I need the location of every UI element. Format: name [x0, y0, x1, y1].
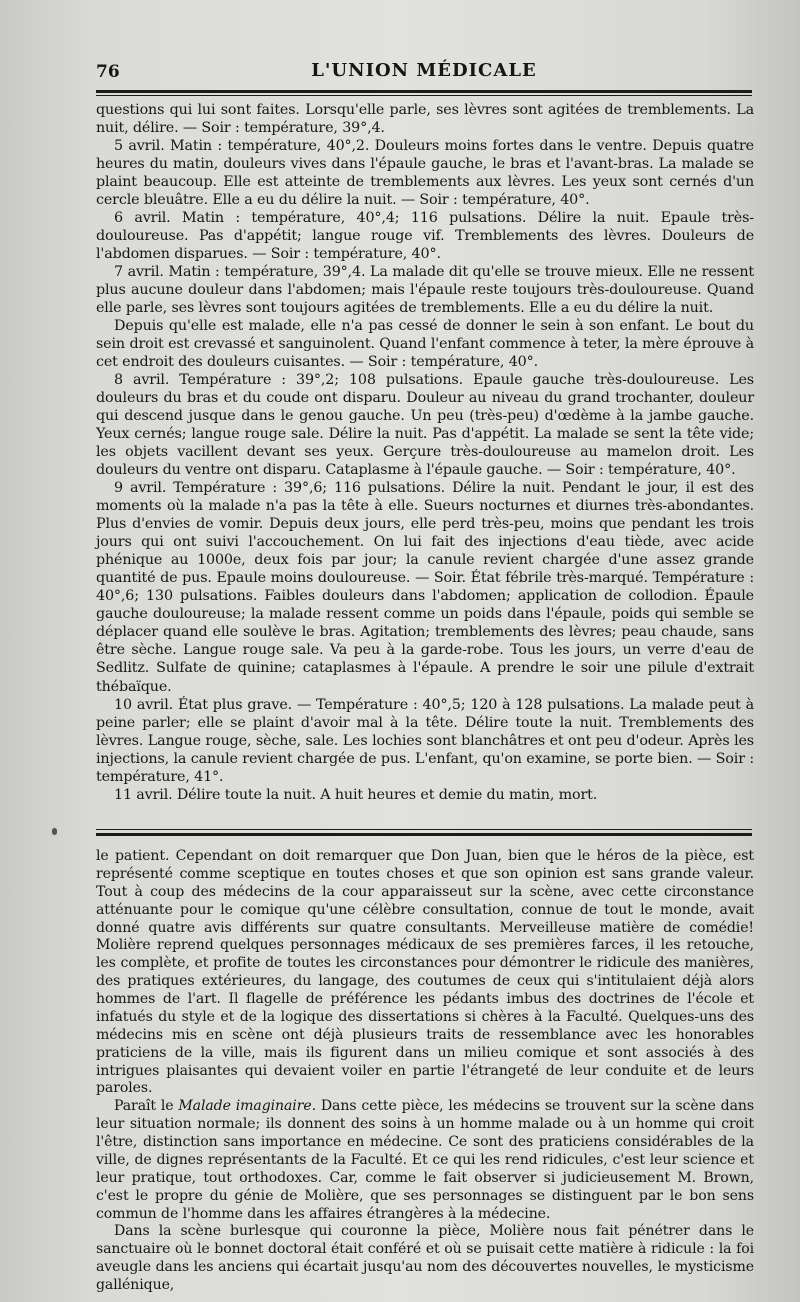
article-paragraph: le patient. Cependant on doit remarquer que Don Juan, bien que le héros de la pièce, est représenté comme sceptique en toutes choses et que son opinion est sans grande valeur. Tout à coup des médecins de la cour apparaisseut sur la scène, avec cette circonstance atténuante pour le comique qu'une célèbre consultation, connue de tout le monde, avait donné quatre avis différents sur quatre consultants. Merveilleuse matière de comédie! Molière reprend quelques personnages médicaux de ses premières farces, il les retouche, les complète, et profite de toutes les circonstances pour démontrer le ridicule des manières, des pratiques extérieures, du langage, des coutumes de ceux qui s'intitulaient déjà alors hommes de l'art. Il flagelle de préférence les pédants imbus des doctrines de l'école et infatués du style et de la logique des dissertations si chères à la Faculté. Quelques-uns des médecins mis en scène ont déjà plusieurs traits de ressemblance avec les honorables praticiens de la ville, mais ils figurent dans un milieu comique et sont associés à des intrigues plaisantes qui devaient voiler en partie l'étrangeté de leur conduite et de leurs paroles. [96, 848, 754, 1097]
clinical-observation-notes [96, 101, 754, 817]
note-paragraph: 9 avril. Température : 39°,6; 116 pulsations. Délire la nuit. Pendant le jour, il est des moments où la malade n'a pas la tête à elle. Sueurs nocturnes et diurnes très-abondantes. Plus d'envies de vomir. Depuis deux jours, elle perd très-peu, moins que pendant les trois jours qui ont suivi l'accouchement. On lui fait des injections d'eau tiède, avec acide phénique au 1000e, deux fois par jour; la canule revient chargée d'une assez grande quantité de pus. Epaule moins douloureuse. — Soir. État fébrile très-marqué. Température : 40°,6; 130 pulsations. Faibles douleurs dans l'abdomen; application de collodion. Épaule gauche douloureuse; la malade ressent comme un poids dans l'épaule, poids qui semble se déplacer quand elle soulève le bras. Agitation; tremblements des lèvres; peau chaude, sans être sèche. Langue rouge sale. Va peu à la garde-robe. Tous les jours, un verre d'eau de Sedlitz. Sulfate de quinine; cataplasmes à l'épaule. A prendre le soir une pilule d'extrait thébaïque. [96, 480, 754, 695]
note-paragraph: 11 avril. Délire toute la nuit. A huit heures et demie du matin, mort. [114, 786, 598, 803]
note-paragraph: 7 avril. Matin : température, 39°,4. La malade dit qu'elle se trouve mieux. Elle ne ressent plus aucune douleur dans l'abdomen; mais l'épaule reste toujours très-douloureuse. Quand elle parle, ses lèvres sont toujours agitées de tremblements. Elle a eu du délire la nuit. [96, 264, 754, 317]
play-title: Malade imaginaire [178, 1098, 312, 1115]
article-paragraph [96, 1098, 754, 1223]
section-rule-thin [96, 829, 752, 830]
section-rule-thick [96, 833, 752, 836]
header-rule-thick [96, 90, 752, 93]
article-paragraph: Dans la scène burlesque qui couronne la pièce, Molière nous fait pénétrer dans le sanctuaire où le bonnet doctoral était conféré et où se puisait cette matière à ridicule : la foi aveugle dans les anciens qui écartait jusqu'au nom des découvertes nouvelles, le mysticisme gallénique, [96, 1223, 754, 1293]
note-paragraph: 8 avril. Température : 39°,2; 108 pulsations. Epaule gauche très-douloureuse. Les douleurs du bras et du coude ont disparu. Douleur au niveau du grand trochanter, douleur qui descend jusque dans le genou gauche. Un peu (très-peu) d'œdème à la jambe gauche. Yeux cernés; langue rouge sale. Délire la nuit. Pas d'appétit. La malade se sent la tête vide; les objets vacillent devant ses yeux. Gerçure très-douloureuse au mamelon droit. Les douleurs du ventre ont disparu. Cataplasme à l'épaule gauche. — Soir : température, 40°. [96, 372, 754, 479]
note-paragraph: questions qui lui sont faites. Lorsqu'elle parle, ses lèvres sont agitées de tremblements. La nuit, délire. — Soir : température, 39°,4. [96, 102, 754, 137]
article-text: . Dans cette pièce, les médecins se trouvent sur la scène dans leur situation normale; ils donnent des soins à un homme malade ou à un homme qui croit l'être, distinction sans importance en médecine. Ce sont des praticiens considérables de la ville, de dignes représentants de la Faculté. Et ce qui les rend ridicules, c'est leur science et leur pratique, tout orthodoxes. Car, comme le fait observer si judicieusement M. Brown, c'est le propre du génie de Molière, que ses personnages se distinguent par le bon sens commun de l'homme dans les affaires étrangères à la médecine. [96, 1098, 754, 1222]
note-paragraph: Depuis qu'elle est malade, elle n'a pas cessé de donner le sein à son enfant. Le bout du sein droit est crevassé et sanguinolent. Quand l'enfant commence à teter, la mère éprouve à cet endroit des douleurs cuisantes. — Soir : température, 40°. [96, 318, 754, 371]
page-number: 76 [96, 62, 120, 82]
margin-mark [52, 828, 57, 835]
page-header [96, 58, 752, 86]
article-text: Paraît le [114, 1098, 179, 1115]
header-rule-thin [96, 95, 752, 96]
note-paragraph: 6 avril. Matin : température, 40°,4; 116 pulsations. Délire la nuit. Epaule très-douloureuse. Pas d'appétit; langue rouge vif. Tremblements des lèvres. Douleurs de l'abdomen disparues. — Soir : température, 40°. [96, 210, 754, 263]
note-paragraph: 10 avril. État plus grave. — Température : 40°,5; 120 à 128 pulsations. La malade peut à peine parler; elle se plaint d'avoir mal à la tête. Délire toute la nuit. Tremblements des lèvres. Langue rouge, sèche, sale. Les lochies sont blanchâtres et ont peu d'odeur. Après les injections, la canule revient chargée de pus. L'enfant, qu'on examine, se porte bien. — Soir : température, 41°. [96, 696, 754, 785]
running-title: L'UNION MÉDICALE [311, 60, 537, 81]
note-paragraph: 5 avril. Matin : température, 40°,2. Douleurs moins fortes dans le ventre. Depuis quatre heures du matin, douleurs vives dans l'épaule gauche, le bras et l'avant-bras. La malade se plaint beaucoup. Elle est atteinte de tremblements aux lèvres. Les yeux sont cernés d'un cercle bleuâtre. Elle a eu du délire la nuit. — Soir : température, 40°. [96, 138, 754, 209]
feuilleton-article [96, 848, 754, 1294]
